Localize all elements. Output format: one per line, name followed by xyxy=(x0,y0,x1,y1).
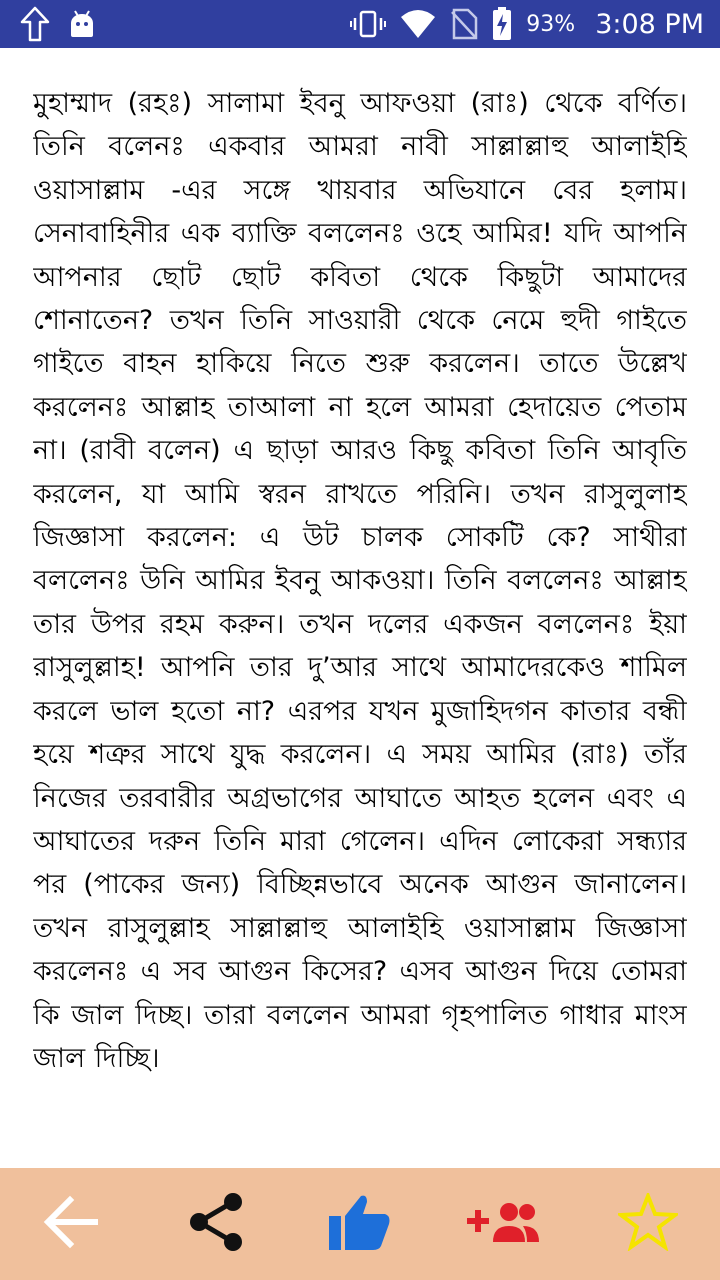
status-bar xyxy=(0,0,720,48)
article-content[interactable] xyxy=(33,82,687,1170)
no-sim-icon xyxy=(450,8,478,40)
star-outline-icon xyxy=(618,1193,678,1255)
status-left-icons xyxy=(20,6,96,42)
add-group-button[interactable] xyxy=(459,1179,549,1269)
thumbs-up-icon xyxy=(327,1192,393,1256)
wifi-icon xyxy=(400,9,436,39)
battery-charging-icon xyxy=(492,7,512,41)
battery-percent: 93% xyxy=(526,11,576,37)
share-icon xyxy=(187,1191,245,1257)
upload-arrow-icon xyxy=(20,6,50,42)
back-arrow-icon xyxy=(42,1194,102,1254)
add-group-icon xyxy=(467,1200,541,1248)
vibrate-icon xyxy=(350,9,386,39)
article-body: মুহাম্মাদ (রহঃ) সালামা ইবনু আফওয়া (রাঃ) থেকে বর্ণিত। তিনি বলেনঃ একবার আমরা নাবী সাল্লাল্লাহু আলাইহি ওয়াসাল্লাম -এর সঙ্গে খায়বার অভিযানে বের হলাম। সেনাবাহিনীর এক ব্যাক্তি বললেনঃ ওহে আমির! যদি আপনি আপনার ছোট ছোট কবিতা থেকে কিছুটা আমাদের শোনাতেন? তখন তিনি সাওয়ারী থেকে নেমে হুদী গাইতে গাইতে বাহন হাকিয়ে নিতে শুরু করলেন। তাতে উল্লেখ করলেনঃ আল্লাহ তাআলা না হলে আমরা হেদায়েত পেতাম না। (রাবী বলেন) এ ছাড়া আরও কিছু কবিতা তিনি আবৃতি করলেন, যা আমি স্বরন রাখতে পরিনি। তখন রাসুলুলাহ জিজ্ঞাসা করলেন: এ উট চালক সোকটি কে? সাথীরা বললেনঃ উনি আমির ইবনু আকওয়া। তিনি বললেনঃ আল্লাহ তার উপর রহম করুন। তখন দলের একজন বললেনঃ ইয়া রাসুলুল্লাহ! আপনি তার দু’আর সাথে আমাদেরকেও শামিল করলে ভাল হতো না? এরপর যখন মুজাহিদগন কাতার বন্ধী হয়ে শত্রুর সাথে যুদ্ধ করলেন। এ সময় আমির (রাঃ) তাঁর নিজের তরবারীর অগ্রভাগের আঘাতে আহত হলেন এবং এ আঘাতের দরুন তিনি মারা গেলেন। এদিন লোকেরা সন্ধ্যার পর (পাকের জন্য) বিচ্ছিন্নভাবে অনেক আগুন জানালেন। তখন রাসুলুল্লাহ সাল্লাল্লাহু আলাইহি ওয়াসাল্লাম জিজ্ঞাসা করলেনঃ এ সব আগুন কিসের? এসব আগুন দিয়ে তোমরা কি জাল দিচ্ছ। তারা বললেন আমরা গৃহপালিত গাধার মাংস জাল দিচ্ছি। xyxy=(33,88,687,1074)
back-button[interactable] xyxy=(27,1179,117,1269)
share-button[interactable] xyxy=(171,1179,261,1269)
android-icon xyxy=(68,9,96,39)
bottom-action-bar xyxy=(0,1168,720,1280)
status-clock: 3:08 PM xyxy=(595,8,704,40)
status-right-icons xyxy=(350,0,704,48)
favorite-button[interactable] xyxy=(603,1179,693,1269)
like-button[interactable] xyxy=(315,1179,405,1269)
